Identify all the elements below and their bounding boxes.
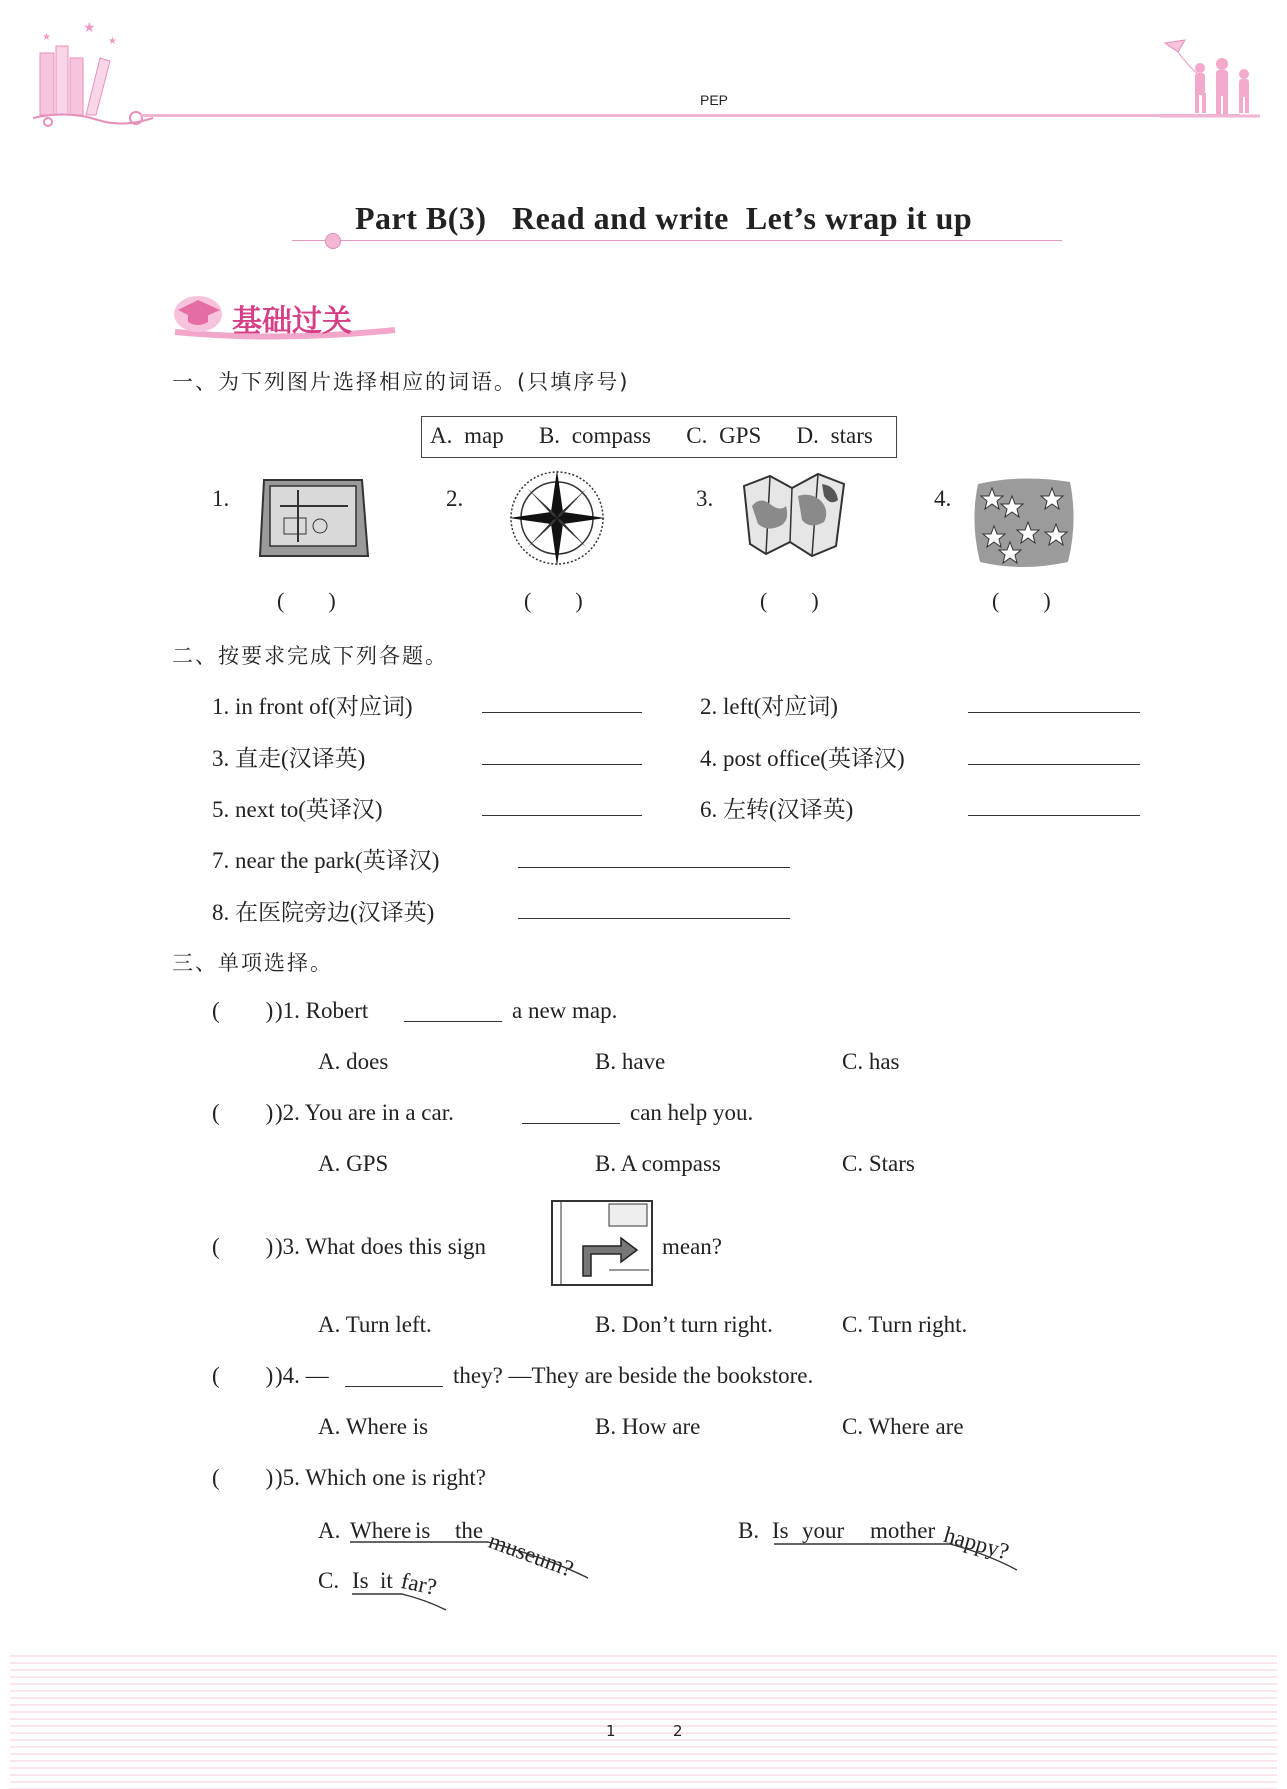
header-label: PEP — [700, 92, 729, 108]
q5-option-b-word: Is — [772, 1518, 789, 1543]
q2-option-a[interactable]: A. GPS — [318, 1151, 389, 1176]
s2-item-1: 1. in front of(对应词) — [212, 694, 413, 719]
q5-option-c-word: it — [380, 1568, 393, 1593]
header-decoration-books-icon — [28, 18, 158, 128]
q5-option-a-word: is — [415, 1518, 431, 1543]
q4-option-b[interactable]: B. How are — [595, 1414, 701, 1439]
kids-with-kite-icon — [1160, 38, 1260, 118]
q2-option-c[interactable]: C. Stars — [842, 1151, 915, 1176]
q3-option-b[interactable]: B. Don’t turn right. — [595, 1312, 773, 1337]
q5-option-a-label[interactable]: A. — [318, 1518, 341, 1543]
svg-text:★: ★ — [42, 32, 51, 43]
q4-stem-start: )4. — — [275, 1363, 329, 1388]
s2-answer-blank-7[interactable] — [518, 867, 790, 868]
q3-option-a[interactable]: A. Turn left. — [318, 1312, 432, 1337]
q3-option-c[interactable]: C. Turn right. — [842, 1312, 968, 1337]
s2-item-5: 5. next to(英译汉) — [212, 797, 383, 822]
q5-option-a-word: Where — [350, 1518, 412, 1543]
q5-option-c-word: Is — [352, 1568, 369, 1593]
q1-option-a[interactable]: A. does — [318, 1049, 389, 1074]
s2-answer-blank-2[interactable] — [968, 712, 1140, 713]
s2-answer-blank-6[interactable] — [968, 815, 1140, 816]
q3-stem-start: )3. What does this sign — [275, 1234, 487, 1259]
page-title: Part B(3) Read and write Let’s wrap it up — [355, 200, 973, 236]
header-rule — [140, 114, 1240, 117]
q5-option-c-word: far? — [398, 1568, 439, 1600]
q5-stem: )5. Which one is right? — [275, 1465, 486, 1490]
q2-answer-paren[interactable]: ( ) — [212, 1100, 274, 1125]
section-badge-text: 基础过关 — [232, 304, 352, 339]
footer-band — [10, 1655, 1277, 1789]
q1-stem-end: a new map. — [512, 998, 618, 1023]
q5-option-b-word: happy? — [941, 1522, 1012, 1565]
answer-paren-3[interactable]: ( ) — [760, 588, 819, 613]
s2-item-2: 2. left(对应词) — [700, 694, 838, 719]
s2-answer-blank-3[interactable] — [482, 764, 642, 765]
s2-answer-blank-5[interactable] — [482, 815, 642, 816]
q4-stem-end: they? —They are beside the bookstore. — [453, 1363, 814, 1388]
word-bank-text: A. map B. compass C. GPS D. stars — [430, 423, 873, 448]
q3-stem-end: mean? — [662, 1234, 723, 1259]
q2-stem-start: )2. You are in a car. — [275, 1100, 454, 1125]
q1-option-c[interactable]: C. has — [842, 1049, 900, 1074]
q5-option-b-label[interactable]: B. — [738, 1518, 760, 1543]
s2-item-7: 7. near the park(英译汉) — [212, 848, 440, 873]
s2-answer-blank-1[interactable] — [482, 712, 642, 713]
item-number: 4. — [934, 486, 952, 511]
q5-option-c-underline — [350, 1590, 450, 1614]
gps-device-icon — [258, 476, 370, 562]
q5-option-a-word: the — [455, 1518, 484, 1543]
s2-answer-blank-8[interactable] — [518, 918, 790, 919]
section3-heading: 三、单项选择。 — [172, 951, 333, 975]
q5-option-b-underline — [772, 1540, 1022, 1574]
q2-stem-end: can help you. — [630, 1100, 754, 1125]
svg-text:★: ★ — [108, 36, 117, 47]
item-number: 2. — [446, 486, 464, 511]
item-number: 1. — [212, 486, 230, 511]
answer-paren-4[interactable]: ( ) — [992, 588, 1051, 613]
q5-answer-paren[interactable]: ( ) — [212, 1465, 274, 1490]
q4-blank[interactable] — [345, 1386, 443, 1387]
page-number-left: 1 — [606, 1722, 616, 1740]
svg-text:★: ★ — [83, 20, 96, 36]
answer-paren-1[interactable]: ( ) — [277, 588, 336, 613]
q3-answer-paren[interactable]: ( ) — [212, 1234, 274, 1259]
turn-right-sign-icon — [551, 1200, 653, 1286]
folded-map-icon — [740, 466, 850, 560]
stars-icon — [972, 476, 1076, 568]
q4-answer-paren[interactable]: ( ) — [212, 1363, 274, 1388]
q4-option-c[interactable]: C. Where are — [842, 1414, 964, 1439]
title-underline — [292, 240, 1062, 241]
section2-heading: 二、按要求完成下列各题。 — [172, 644, 448, 668]
section1-heading: 一、为下列图片选择相应的词语。(只填序号) — [172, 370, 630, 394]
q1-option-b[interactable]: B. have — [595, 1049, 666, 1074]
s2-answer-blank-4[interactable] — [968, 764, 1140, 765]
q5-option-c-label[interactable]: C. — [318, 1568, 340, 1593]
page-number-right: 2 — [673, 1722, 683, 1740]
q5-option-b-word: mother — [870, 1518, 936, 1543]
q4-option-a[interactable]: A. Where is — [318, 1414, 429, 1439]
q1-stem-start: )1. Robert — [275, 998, 369, 1023]
item-number: 3. — [696, 486, 714, 511]
q5-option-a-word: museum? — [485, 1528, 577, 1582]
s2-item-6: 6. 左转(汉译英) — [700, 797, 854, 822]
title-dot — [325, 233, 341, 249]
s2-item-8: 8. 在医院旁边(汉译英) — [212, 900, 435, 925]
compass-rose-icon — [505, 466, 609, 570]
answer-paren-2[interactable]: ( ) — [524, 588, 583, 613]
q2-option-b[interactable]: B. A compass — [595, 1151, 721, 1176]
q1-answer-paren[interactable]: ( ) — [212, 998, 274, 1023]
q1-blank[interactable] — [404, 1021, 502, 1022]
q2-blank[interactable] — [522, 1123, 620, 1124]
s2-item-4: 4. post office(英译汉) — [700, 746, 905, 771]
q5-option-b-word: your — [802, 1518, 845, 1543]
s2-item-3: 3. 直走(汉译英) — [212, 746, 366, 771]
